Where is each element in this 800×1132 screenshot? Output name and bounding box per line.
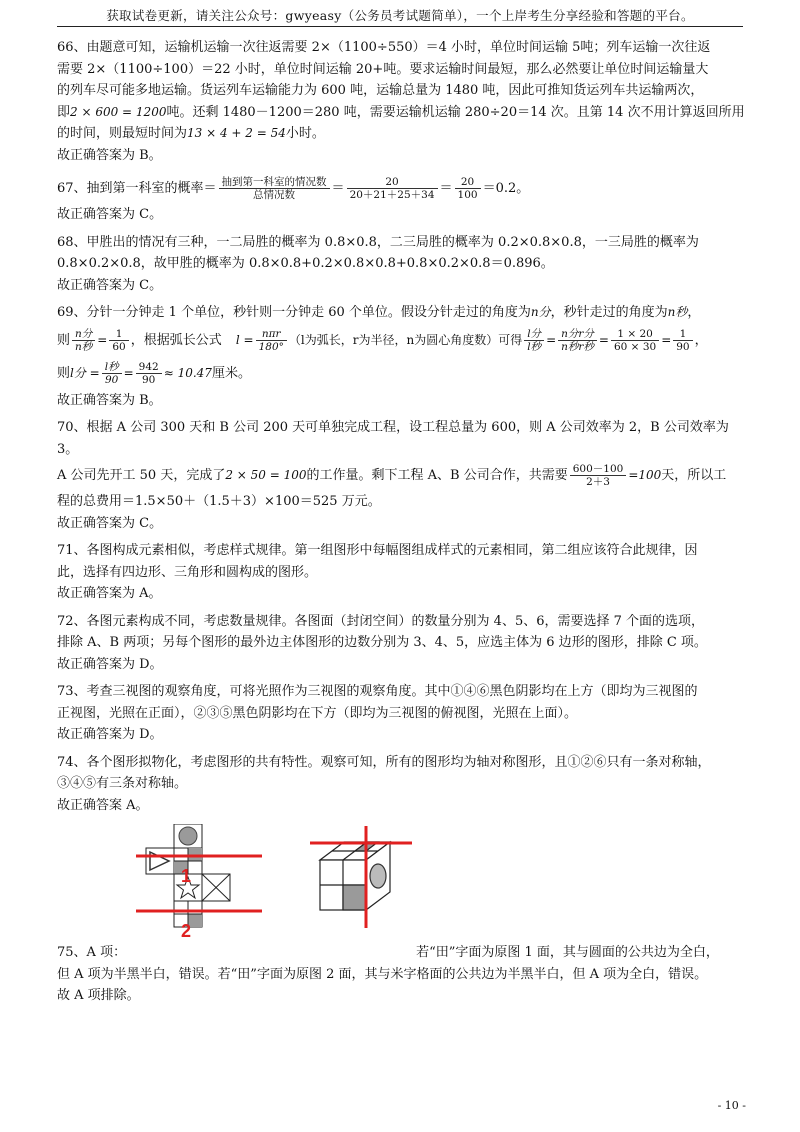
q69-arc-den: 180° bbox=[258, 340, 284, 353]
q66-line-3: 的列车尽可能多地运输。货运列车运输能力为 600 吨，运输总量为 1480 吨，因此可推知货运列车共运输两次， bbox=[57, 83, 704, 98]
q66-line-5 bbox=[57, 123, 747, 145]
q69-ze-2: 则 bbox=[57, 365, 71, 381]
q69-res1-num: l秒 bbox=[102, 361, 122, 374]
q70-line-2-c: 天，所以工 bbox=[661, 468, 727, 483]
q69-eq3: = bbox=[661, 332, 672, 347]
q69-res1-den: 90 bbox=[104, 373, 119, 386]
q70-line-3: 程的总费用＝1.5×50＋（1.5＋3）×100＝525 万元。 bbox=[57, 494, 381, 509]
q69-ratio-frac bbox=[72, 328, 95, 353]
page-header: 获取试卷更新，请关注公众号：gwyeasy（公务员考试题简单），一个上岸考生分享经验和答题的平台。 bbox=[106, 8, 694, 23]
q69-nr-frac bbox=[558, 328, 597, 353]
q67-frac3-num: 20 bbox=[455, 176, 481, 189]
q74-line-2: ③④⑤有三条对称轴。 bbox=[57, 776, 188, 791]
q69-nr-den: n秒r秒 bbox=[561, 340, 594, 353]
q70-line-2-b: 的工作量。剩下工程 A、B 公司合作，共需要 bbox=[306, 468, 568, 483]
q74-answer: 故正确答案 A。 bbox=[57, 797, 149, 813]
q70-frac-eq: =100 bbox=[628, 468, 662, 482]
q69-final-num: 1 bbox=[673, 328, 692, 341]
q75-figure bbox=[57, 824, 747, 942]
q72-line-2: 排除 A、B 两项；另每个图形的最外边主体图形的边数分别为 3、4、5，应选主体为 6 边形的图形，排除 C 项。 bbox=[57, 635, 707, 650]
q69-val-frac bbox=[611, 328, 659, 353]
q69-line-1-c: ， bbox=[687, 305, 701, 320]
q67-prefix: 67、抽到第一科室的概率＝ bbox=[57, 181, 217, 196]
q69-formula-text: ，根据弧长公式 bbox=[130, 332, 222, 348]
question-67 bbox=[57, 174, 747, 226]
q70-math: 2 × 50 = 100 bbox=[225, 468, 307, 482]
q66-line-5-prefix: 的时间，则最短时间为 bbox=[57, 126, 188, 141]
q74-line-1: 74、各个图形拟物化，考虑图形的共有特性。观察可知，所有的图形均为轴对称图形，且①②⑥只有一条对称轴， bbox=[57, 754, 711, 770]
q69-res2-den: 90 bbox=[141, 373, 156, 386]
question-72 bbox=[57, 611, 747, 676]
q69-res2-frac bbox=[136, 361, 162, 386]
q69-lf-eq: l分 = bbox=[70, 365, 100, 380]
q67-frac1-num: 抽到第一科室的情况数 bbox=[219, 176, 330, 189]
question-70 bbox=[57, 417, 747, 534]
q70-line-1: 70、根据 A 公司 300 天和 B 公司 200 天可单独完成工程，设工程总量为 600，则 A 公司效率为 2，B 公司效率为 3。 bbox=[57, 420, 729, 457]
q75-prefix: 75、A 项： bbox=[57, 945, 127, 960]
q70-line-2-a: A 公司先开工 50 天，完成了 bbox=[57, 468, 226, 483]
q70-frac-num: 600－100 bbox=[570, 463, 627, 476]
q69-line-1-a: 69、分针一分钟走 1 个单位，秒针则一分钟走 60 个单位。假设分针走过的角度为 bbox=[57, 305, 531, 320]
q69-approx: ≈ 10.47 bbox=[163, 365, 212, 380]
q69-l-frac bbox=[524, 328, 544, 353]
q66-line-2: 需要 2×（1100÷100）＝22 小时，单位时间运输 20+吨。要求运输时间最短，那么必然要让单位时间运输量大 bbox=[57, 61, 709, 77]
q67-fraction-1 bbox=[219, 176, 330, 201]
page-number: - 10 - bbox=[717, 1099, 746, 1112]
q69-l-eq: l = bbox=[235, 332, 254, 347]
q66-answer: 故正确答案为 B。 bbox=[57, 147, 162, 163]
q69-nr-num: n分r分 bbox=[558, 328, 597, 341]
q67-frac2-den: 20＋21＋25＋34 bbox=[349, 189, 435, 201]
q71-line-1: 71、各图构成元素相似，考虑样式规律。第一组图形中每幅图组成样式的元素相同，第二组应该符合此规律，因 bbox=[57, 543, 698, 558]
q70-line-2 bbox=[57, 460, 747, 491]
question-68 bbox=[57, 232, 747, 297]
q69-ratio-num: n分 bbox=[72, 328, 95, 341]
q66-line-4-text: 吨。还剩 1480－1200＝280 吨，需要运输机运输 280÷20＝14 次。且第 14 次不用计算返回所用 bbox=[166, 104, 745, 120]
cube-side-circle-icon bbox=[370, 864, 386, 888]
q66-math-1: 2 × 600 = 1200 bbox=[70, 104, 167, 119]
q69-ze: 则 bbox=[57, 332, 71, 348]
q69-line-1 bbox=[57, 302, 747, 324]
q70-frac-den: 2＋3 bbox=[586, 476, 610, 488]
q67-frac1-den: 总情况数 bbox=[253, 189, 296, 201]
q69-res-eq: = bbox=[123, 365, 134, 380]
q72-line-1: 72、各图元素构成不同，考虑数量规律。各图面（封闭空间）的数量分别为 4、5、6，需要选择 7 个面的选项， bbox=[57, 613, 705, 629]
q69-line-3a: ， bbox=[694, 332, 708, 348]
q69-l-miao: l秒 bbox=[527, 340, 542, 353]
q67-fraction-2 bbox=[347, 176, 438, 201]
q75-line-1-text: 若“田”字面为原图 1 面，其与圆面的公共边为全白， bbox=[416, 945, 719, 960]
q70-fraction bbox=[570, 463, 627, 488]
q69-val-num: 1 × 20 bbox=[611, 328, 659, 341]
question-74 bbox=[57, 752, 747, 817]
q69-paren: （l为弧长，r为半径，n为圆心角度数）可得 bbox=[288, 332, 523, 347]
q69-line-2 bbox=[57, 324, 747, 357]
question-66 bbox=[57, 37, 747, 166]
q75-line-2: 但 A 项为半黑半白，错误。若“田”字面为原图 2 面，其与米字格面的公共边为半黑半白，但 A 项为全白，错误。 bbox=[57, 966, 708, 982]
q71-line-2: 此，选择有四边形、三角形和圆构成的图形。 bbox=[57, 564, 318, 580]
question-69 bbox=[57, 302, 747, 411]
net-label-1: 1 bbox=[181, 866, 192, 886]
q68-answer: 故正确答案为 C。 bbox=[57, 277, 163, 293]
q69-unit: 厘米。 bbox=[211, 365, 251, 381]
q75-line-1 bbox=[57, 942, 747, 964]
q69-n-fen: n分 bbox=[530, 305, 551, 319]
question-71 bbox=[57, 540, 747, 605]
q75-line-3: 故 A 项排除。 bbox=[57, 988, 140, 1003]
q69-ratio-den: n秒 bbox=[75, 340, 93, 353]
q73-line-2: 正视图，光照在正面），②③⑤黑色阴影均在下方（即均为三视图的俯视图，光照在上面）。 bbox=[57, 705, 578, 721]
q69-res1-frac bbox=[102, 361, 122, 386]
q69-l-fen: l分 bbox=[524, 328, 544, 341]
q67-fraction-3 bbox=[455, 176, 481, 201]
q67-frac2-num: 20 bbox=[347, 176, 438, 189]
net-circle-icon bbox=[179, 827, 197, 845]
q69-final-den: 90 bbox=[676, 340, 690, 353]
q69-final-frac bbox=[673, 328, 692, 353]
q69-res2-num: 942 bbox=[136, 361, 162, 374]
q67-answer: 故正确答案为 C。 bbox=[57, 207, 163, 222]
cube-front-shade bbox=[343, 885, 366, 910]
document-body bbox=[57, 37, 747, 1007]
q71-answer: 故正确答案为 A。 bbox=[57, 586, 162, 601]
q73-line-1: 73、考查三视图的观察角度，可将光照作为三视图的观察角度。其中①④⑥黑色阴影均在上方（即均为三视图的 bbox=[57, 684, 698, 699]
q69-eq1: = bbox=[546, 332, 557, 347]
q70-answer: 故正确答案为 C。 bbox=[57, 515, 163, 531]
q67-eq: ＝ bbox=[331, 181, 345, 196]
q69-ratio-val-num: 1 bbox=[109, 328, 128, 341]
q69-ratio-eq: = bbox=[97, 332, 108, 347]
question-73 bbox=[57, 681, 747, 746]
q69-answer: 故正确答案为 B。 bbox=[57, 392, 162, 408]
q66-math-2: 13 × 4 + 2 = 54 bbox=[187, 126, 286, 140]
q69-line-1-b: ，秒针走过的角度为 bbox=[550, 305, 668, 320]
q67-result: ＝0.2。 bbox=[482, 181, 530, 196]
q68-line-1: 68、甲胜出的情况有三种，一二局胜的概率为 0.8×0.8，二三局胜的概率为 0.2×0.8×0.8，一三局胜的概率为 bbox=[57, 234, 699, 250]
q67-eq2: ＝ bbox=[439, 181, 453, 196]
q69-n-miao: n秒 bbox=[667, 305, 688, 319]
header-divider bbox=[57, 26, 743, 27]
q66-line-4-prefix: 即 bbox=[57, 104, 71, 120]
q69-ratio-val bbox=[109, 328, 128, 353]
q69-line-3 bbox=[57, 357, 747, 390]
cube-3d bbox=[320, 842, 390, 910]
q69-arc-num: nπr bbox=[256, 328, 287, 341]
q75-figure-svg bbox=[57, 824, 747, 942]
q69-arc-frac bbox=[256, 328, 287, 353]
q67-frac3-den: 100 bbox=[457, 189, 478, 201]
q72-answer: 故正确答案为 D。 bbox=[57, 656, 163, 672]
q69-ratio-val-den: 60 bbox=[112, 340, 126, 353]
q73-answer: 故正确答案为 D。 bbox=[57, 727, 163, 742]
q66-line-1: 66、由题意可知，运输机运输一次往返需要 2×（1100÷550）＝4 小时，单位时间运输 5吨；列车运输一次往返 bbox=[57, 40, 711, 55]
q66-line-4 bbox=[57, 102, 747, 124]
net-label-2: 2 bbox=[181, 921, 192, 941]
q66-line-5-suffix: 小时。 bbox=[285, 126, 325, 141]
question-75 bbox=[57, 942, 747, 1007]
q69-val-den: 60 × 30 bbox=[613, 340, 657, 353]
q69-eq2: = bbox=[598, 332, 609, 347]
q67-line-1 bbox=[57, 174, 747, 204]
q68-line-2: 0.8×0.2×0.8，故甲胜的概率为 0.8×0.8+0.2×0.8×0.8+0.8×0.2×0.8＝0.896。 bbox=[57, 256, 554, 271]
